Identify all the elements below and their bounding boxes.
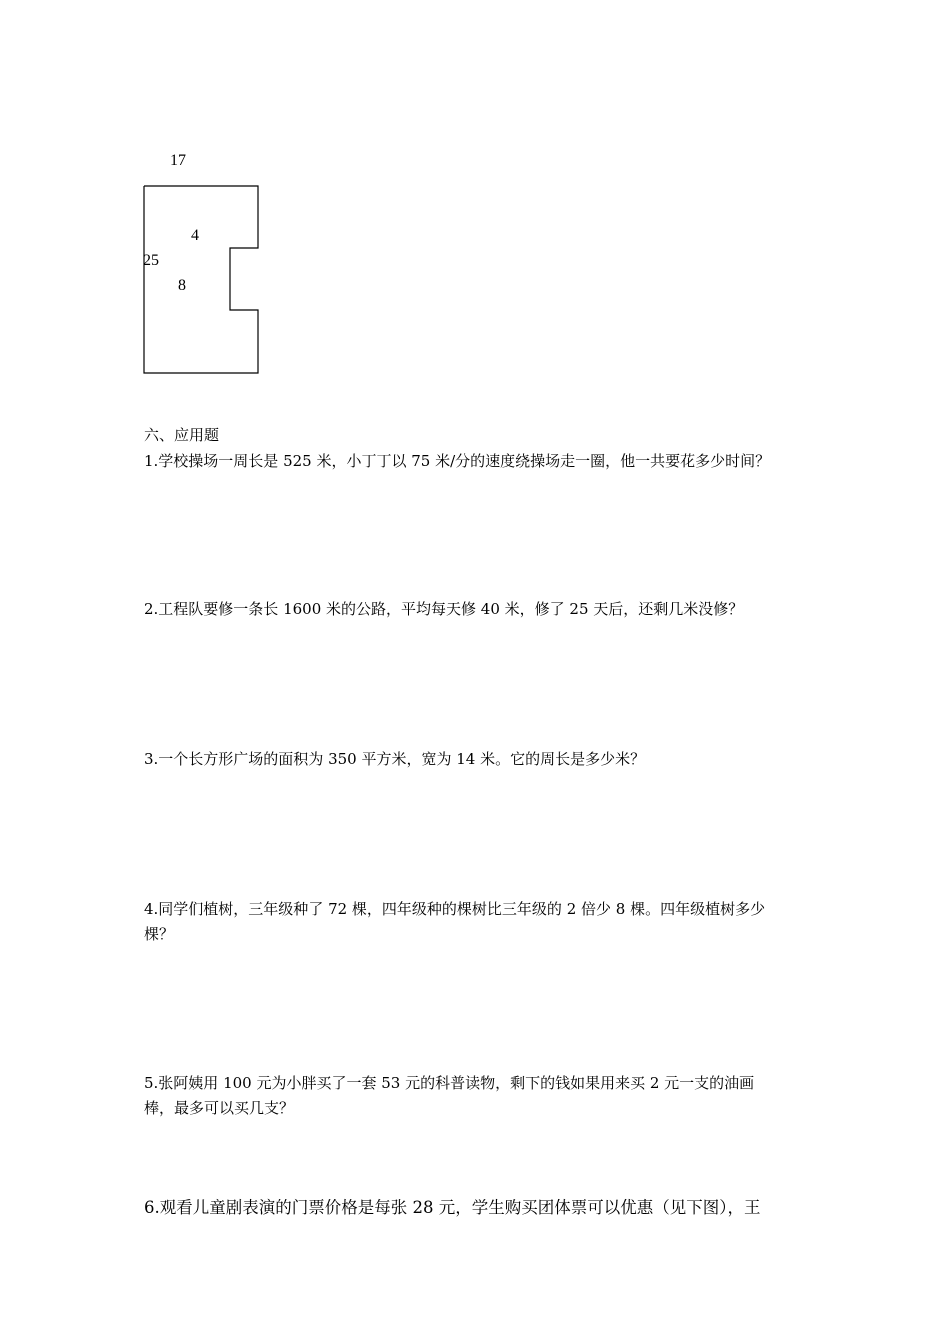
question-2: 2.工程队要修一条长 1600 米的公路，平均每天修 40 米，修了 25 天后，还剩几米没修？: [144, 600, 744, 618]
figure-outline: [140, 148, 270, 378]
question-6: 6.观看儿童剧表演的门票价格是每张 28 元，学生购买团体票可以优惠（见下图），王: [144, 1198, 761, 1217]
question-5-line-1: 5.张阿姨用 100 元为小胖买了一套 53 元的科普读物，剩下的钱如果用来买 2 元一支的油画: [144, 1074, 755, 1092]
question-4-line-1: 4.同学们植树，三年级种了 72 棵，四年级种的棵树比三年级的 2 倍少 8 棵。四年级植树多少: [144, 900, 766, 918]
figure-label-notch-height: 8: [178, 277, 186, 294]
section-title: 六、应用题: [144, 426, 220, 444]
question-4-line-2: 棵？: [144, 925, 175, 943]
question-1: 1.学校操场一周长是 525 米，小丁丁以 75 米/分的速度绕操场走一圈，他一共要花多少时间？: [144, 452, 771, 470]
figure-label-notch-depth: 4: [191, 227, 199, 244]
question-5-line-2: 棒，最多可以买几支？: [144, 1099, 295, 1117]
figure-label-left: 25: [143, 252, 159, 269]
figure-label-top: 17: [170, 152, 186, 169]
question-3: 3.一个长方形广场的面积为 350 平方米，宽为 14 米。它的周长是多少米？: [144, 750, 646, 768]
notched-rectangle-figure: [140, 148, 270, 378]
